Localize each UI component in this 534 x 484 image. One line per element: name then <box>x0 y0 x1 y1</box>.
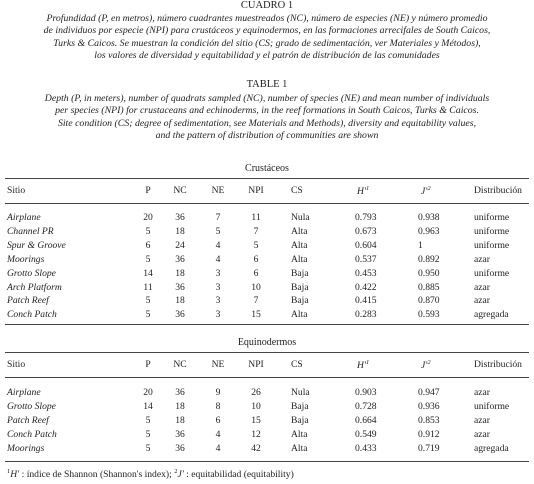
cuadro-caption-line: los valores de diversidad y equitabilidad y el patrón de distribución de las comunidades <box>94 49 440 61</box>
cell-ne: 3 <box>215 309 221 321</box>
table-row <box>0 212 534 224</box>
header-npi: NPI <box>248 359 264 370</box>
cell-nc: 18 <box>175 267 185 279</box>
header-j-sup: 2 <box>427 185 431 192</box>
cell-distribucion: uniforme <box>474 225 510 237</box>
header-j <box>421 185 431 197</box>
cell-p: 5 <box>145 442 151 454</box>
cell-npi: 7 <box>253 225 259 237</box>
cell-nc: 36 <box>175 428 185 440</box>
cell-ne: 6 <box>215 414 221 426</box>
cell-distribucion: uniforme <box>474 239 510 251</box>
cell-ne: 4 <box>215 253 221 265</box>
cell-j: 0.950 <box>418 267 440 279</box>
equinodermos-title: Equinodermos <box>237 337 297 348</box>
cell-h: 0.283 <box>355 309 377 321</box>
cell-h: 0.728 <box>355 400 377 412</box>
cell-sitio: Airplane <box>7 387 41 398</box>
crustaceos-title: Crustáceos <box>245 163 289 174</box>
cell-j: 0.719 <box>418 442 440 454</box>
cell-nc: 24 <box>175 239 185 251</box>
table-row <box>0 387 534 399</box>
cell-h: 0.453 <box>355 267 377 279</box>
cell-nc: 36 <box>175 281 185 293</box>
cell-nc: 18 <box>175 400 185 412</box>
cell-j: 0.870 <box>418 295 440 307</box>
cell-distribucion: agregada <box>474 309 509 321</box>
cell-ne: 5 <box>215 225 221 237</box>
cell-cs: Alta <box>291 253 308 265</box>
cuadro-caption-line: Profundidad (P, en metros), número cuadrantes muestreados (NC), número de especies (NE) y número promedio <box>46 13 488 24</box>
cell-sitio: Patch Reef <box>7 414 49 426</box>
cell-npi: 10 <box>251 400 261 412</box>
table-row <box>0 254 534 266</box>
cell-sitio: Conch Patch <box>7 428 57 440</box>
cell-ne: 8 <box>215 400 221 412</box>
cell-distribucion: uniforme <box>474 267 510 279</box>
table-row <box>0 429 534 441</box>
header-ne: NE <box>211 359 225 370</box>
cell-nc: 18 <box>175 414 185 426</box>
header-ne: NE <box>211 185 225 196</box>
table-rule <box>5 461 529 462</box>
header-nc: NC <box>173 185 187 196</box>
cell-cs: Baja <box>291 414 309 426</box>
cell-distribucion: azar <box>474 281 490 293</box>
cell-npi: 6 <box>253 253 259 265</box>
cell-ne: 7 <box>215 212 221 223</box>
table-caption-line: and the pattern of distribution of communities are shown <box>155 129 379 141</box>
cell-nc: 18 <box>175 225 185 237</box>
header-p: P <box>145 359 151 370</box>
cell-p: 5 <box>145 225 151 237</box>
cell-h: 0.673 <box>355 225 377 237</box>
cell-p: 5 <box>145 414 151 426</box>
cell-p: 5 <box>145 253 151 265</box>
cell-nc: 18 <box>175 295 185 307</box>
header-npi: NPI <box>248 185 264 196</box>
cell-cs: Baja <box>291 281 309 293</box>
cell-j: 1 <box>418 239 423 251</box>
cell-npi: 15 <box>251 414 261 426</box>
cell-h: 0.793 <box>355 212 377 223</box>
cuadro-caption-line: de individuos por especie (NPI) para crustáceos y equinodermos, en las formaciones arrecifales de South Caicos, <box>43 25 491 37</box>
cell-npi: 5 <box>253 239 259 251</box>
footnote-text2: : equitabilidad (equitability) <box>183 469 294 481</box>
cell-p: 5 <box>145 295 151 307</box>
header-distribucion: Distribución <box>474 359 522 370</box>
header-h-text: H' <box>357 186 366 198</box>
header-nc: NC <box>173 359 187 370</box>
cell-distribucion: uniforme <box>474 212 510 223</box>
cell-p: 6 <box>145 239 151 251</box>
cell-sitio: Conch Patch <box>7 309 57 321</box>
table-caption-line: Depth (P, in meters), number of quadrats sampled (NC), number of species (NE) and mean number of individuals <box>44 93 490 104</box>
cell-npi: 7 <box>253 295 259 307</box>
cell-h: 0.903 <box>355 387 377 398</box>
table-caption-line: per species (NPI) for crustaceans and echinoderms, in the reef formations in South Caicos, Turks & Caicos. <box>55 105 479 117</box>
cell-sitio: Airplane <box>7 212 41 223</box>
cell-sitio: Patch Reef <box>7 295 49 307</box>
cell-h: 0.664 <box>355 414 377 426</box>
cell-h: 0.415 <box>355 295 377 307</box>
cell-distribucion: azar <box>474 428 490 440</box>
cell-h: 0.549 <box>355 428 377 440</box>
cell-npi: 6 <box>253 267 259 279</box>
cell-j: 0.963 <box>418 225 440 237</box>
cell-j: 0.892 <box>418 253 440 265</box>
footnote <box>7 468 294 480</box>
cell-cs: Baja <box>291 400 309 412</box>
cell-p: 5 <box>145 309 151 321</box>
cell-j: 0.912 <box>418 428 440 440</box>
cell-sitio: Spur & Groove <box>7 239 66 251</box>
table-row <box>0 309 534 321</box>
table-caption-line: Site condition (CS; degree of sedimentation, see Materials and Methods), diversity and equitability values, <box>57 117 477 129</box>
cell-cs: Alta <box>291 442 308 454</box>
cell-j: 0.938 <box>418 212 440 223</box>
cell-ne: 3 <box>215 295 221 307</box>
table-row <box>0 295 534 307</box>
cell-h: 0.604 <box>355 239 377 251</box>
header-distribucion: Distribución <box>474 185 522 196</box>
table-caption <box>10 93 524 142</box>
cell-npi: 12 <box>251 428 261 440</box>
cell-j: 0.593 <box>418 309 440 321</box>
footnote-text1: : índice de Shannon (Shannon's index); <box>19 469 175 481</box>
header-sitio: Sitio <box>7 185 26 196</box>
table-rule <box>5 324 529 325</box>
cell-p: 20 <box>143 387 153 398</box>
cell-npi: 15 <box>251 309 261 321</box>
cell-j: 0.947 <box>418 387 440 398</box>
header-cs: CS <box>291 359 303 370</box>
cell-distribucion: azar <box>474 414 490 426</box>
cell-nc: 36 <box>175 253 185 265</box>
table-row <box>0 282 534 294</box>
cell-p: 14 <box>143 267 153 279</box>
cuadro-caption <box>10 13 524 62</box>
cell-ne: 3 <box>215 281 221 293</box>
cell-npi: 42 <box>251 442 261 454</box>
cell-ne: 4 <box>215 239 221 251</box>
equinodermos-header-row <box>0 359 534 371</box>
cell-cs: Alta <box>291 225 308 237</box>
crustaceos-header-row <box>0 185 534 197</box>
cell-nc: 36 <box>175 442 185 454</box>
cell-p: 11 <box>143 281 153 293</box>
cell-sitio: Grotto Slope <box>7 400 56 412</box>
cuadro-title: CUADRO 1 <box>240 0 294 11</box>
header-sitio: Sitio <box>7 359 26 370</box>
cell-npi: 11 <box>251 212 261 223</box>
cell-h: 0.537 <box>355 253 377 265</box>
cell-cs: Nula <box>291 387 310 398</box>
cell-npi: 10 <box>251 281 261 293</box>
cell-j: 0.936 <box>418 400 440 412</box>
cell-h: 0.422 <box>355 281 377 293</box>
footnote-sup1: 1 <box>7 468 11 475</box>
table-rule <box>5 178 529 179</box>
cell-ne: 4 <box>215 428 221 440</box>
header-j <box>421 359 431 371</box>
table-row <box>0 240 534 252</box>
cell-npi: 26 <box>251 387 261 398</box>
cell-distribucion: azar <box>474 387 490 398</box>
header-h <box>357 185 369 197</box>
cell-cs: Baja <box>291 295 309 307</box>
cell-p: 20 <box>143 212 153 223</box>
cell-distribucion: uniforme <box>474 400 510 412</box>
table-row <box>0 443 534 455</box>
table-row <box>0 226 534 238</box>
cell-cs: Nula <box>291 212 310 223</box>
table-row <box>0 268 534 280</box>
cell-cs: Alta <box>291 309 308 321</box>
header-h-text: H' <box>357 360 366 372</box>
cell-cs: Alta <box>291 239 308 251</box>
cell-distribucion: agregada <box>474 442 509 454</box>
table-title: TABLE 1 <box>246 79 288 90</box>
cell-h: 0.433 <box>355 442 377 454</box>
cell-ne: 4 <box>215 442 221 454</box>
header-h-sup: 1 <box>365 185 370 192</box>
cell-p: 14 <box>143 400 153 412</box>
header-j-sup: 2 <box>427 359 431 366</box>
cell-sitio: Moorings <box>7 253 45 265</box>
footnote-h: H' <box>10 469 20 481</box>
cell-nc: 36 <box>175 309 185 321</box>
table-rule <box>5 203 529 204</box>
cell-sitio: Channel PR <box>7 225 54 237</box>
cell-distribucion: azar <box>474 295 490 307</box>
footnote-sup2: 2 <box>174 468 178 475</box>
header-j-text: J' <box>421 360 428 372</box>
cell-sitio: Arch Platform <box>7 281 62 293</box>
header-h-sup: 1 <box>365 359 370 366</box>
header-cs: CS <box>291 185 303 196</box>
cuadro-caption-line: Turks & Caicos. Se muestran la condición del sitio (CS; grado de sedimentación, ver Materiales y Métodos), <box>53 37 481 49</box>
table-rule <box>5 352 529 353</box>
cell-cs: Alta <box>291 428 308 440</box>
table-rule <box>5 377 529 378</box>
cell-j: 0.885 <box>418 281 440 293</box>
cell-nc: 36 <box>175 212 185 223</box>
cell-j: 0.853 <box>418 414 440 426</box>
cell-p: 5 <box>145 428 151 440</box>
cell-ne: 3 <box>215 267 221 279</box>
cell-sitio: Moorings <box>7 442 45 454</box>
cell-nc: 36 <box>175 387 185 398</box>
cell-distribucion: azar <box>474 253 490 265</box>
header-p: P <box>145 185 151 196</box>
footnote-j: J' <box>177 469 184 481</box>
table-row <box>0 401 534 413</box>
cell-sitio: Grotto Slope <box>7 267 56 279</box>
table-row <box>0 415 534 427</box>
cell-ne: 9 <box>215 387 221 398</box>
header-h <box>357 359 369 371</box>
cell-cs: Baja <box>291 267 309 279</box>
header-j-text: J' <box>421 186 428 198</box>
